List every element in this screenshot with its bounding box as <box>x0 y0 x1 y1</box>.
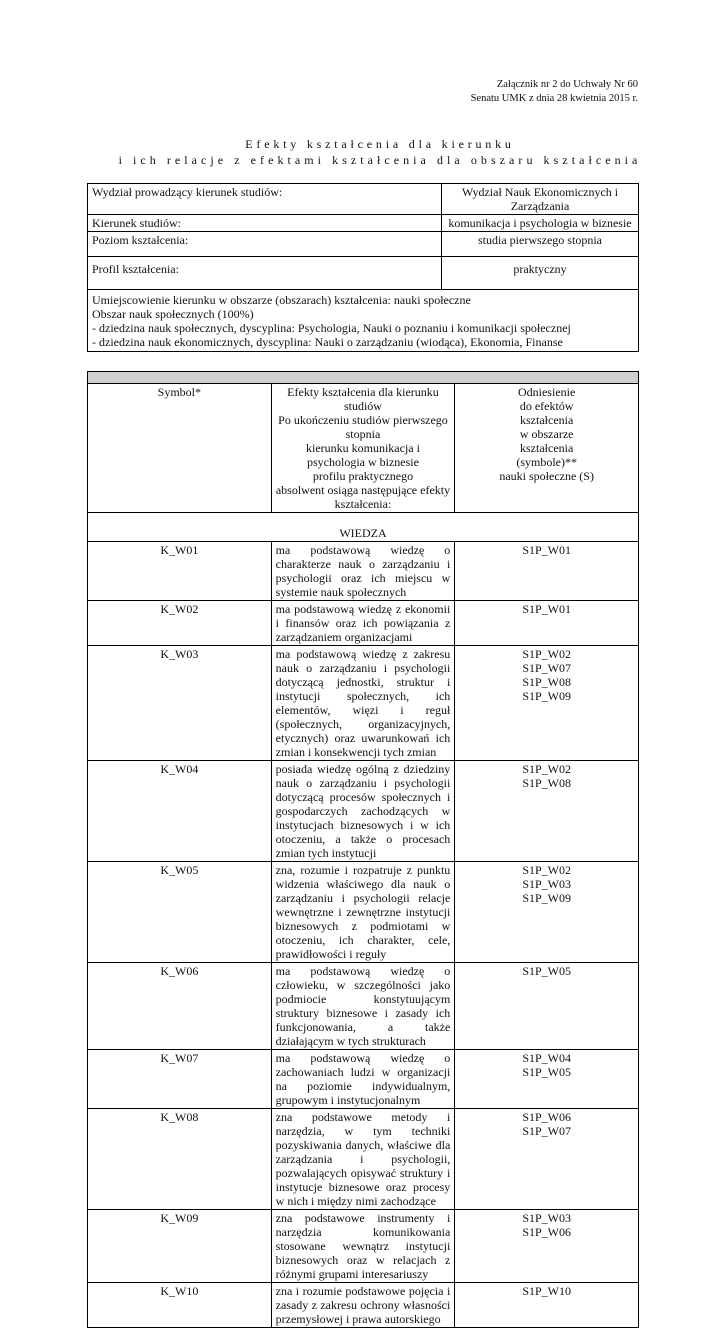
annex-line-1: Załącznik nr 2 do Uchwały Nr 60 <box>496 79 638 90</box>
outcome-references <box>455 761 639 862</box>
outcome-references <box>455 646 639 761</box>
heading-line-1: Efekty kształcenia dla kierunku <box>245 137 515 151</box>
table-row <box>88 1050 639 1109</box>
reference-code: S1P_W06 <box>522 1225 571 1239</box>
table-row <box>88 1210 639 1283</box>
outcome-description: ma podstawową wiedzę o zachowaniach ludzi w organizacji na poziomie indywidualnym, grupowym i instytucjonalnym <box>271 1050 455 1109</box>
reference-code: S1P_W01 <box>522 543 571 557</box>
reference-code: S1P_W05 <box>522 964 571 978</box>
header-row <box>88 384 639 513</box>
outcome-description: zna podstawowe metody i narzędzia, w tym techniki pozyskiwania danych, właściwe dla zarządzania i psychologii, pozwalających opisywać struktury i instytucje biznesowe oraz procesy w nich i między nimi zachodzące <box>271 1109 455 1210</box>
table-row <box>88 963 639 1050</box>
reference-code: S1P_W08 <box>522 675 571 689</box>
info-label: Profil kształcenia: <box>88 257 442 290</box>
table-row <box>88 646 639 761</box>
separator-row <box>88 372 639 384</box>
header-reference <box>455 384 639 513</box>
header-reference-line: nauki społeczne (S) <box>499 469 594 483</box>
outcome-references <box>455 601 639 646</box>
document-heading <box>80 136 680 168</box>
outcome-references <box>455 862 639 963</box>
outcome-references <box>455 1210 639 1283</box>
outcome-symbol: K_W04 <box>88 761 272 862</box>
header-effects-line: Efekty kształcenia dla kierunku studiów <box>287 385 439 413</box>
outcome-description: ma podstawową wiedzę o człowieku, w szczególności jako podmiocie konstytuującym struktury biznesowe i zasady ich funkcjonowania, a także działającym w tych strukturach <box>271 963 455 1050</box>
outcome-description: ma podstawową wiedzę o charakterze nauk o zarządzaniu i psychologii oraz ich miejscu w systemie nauk społecznych <box>271 542 455 601</box>
annex-note <box>471 78 638 106</box>
header-reference-line: Odniesienie <box>517 385 576 399</box>
outcome-symbol: K_W06 <box>88 963 272 1050</box>
table-row <box>88 761 639 862</box>
table-row <box>88 862 639 963</box>
reference-code: S1P_W02 <box>522 647 571 661</box>
table-row <box>88 542 639 601</box>
outcome-references <box>455 1109 639 1210</box>
header-effects-line: Po ukończeniu studiów pierwszego stopnia <box>278 413 448 441</box>
table-row <box>88 1109 639 1210</box>
reference-code: S1P_W09 <box>522 689 571 703</box>
outcome-description: ma podstawową wiedzę z ekonomii i finansów oraz ich powiązania z zarządzaniem organizacjami <box>271 601 455 646</box>
annex-line-2: Senatu UMK z dnia 28 kwietnia 2015 r. <box>470 93 638 104</box>
section-row <box>88 513 639 542</box>
reference-code: S1P_W06 <box>522 1110 571 1124</box>
program-info-table <box>87 183 639 352</box>
outcome-description: zna, rozumie i rozpatruje z punktu widzenia właściwego dla nauk o zarządzaniu i psychologii relacje wewnętrzne i zewnętrzne instytucji biznesowych z podmiotami w otoczeniu, ich charakter, cele, prawidłowości i reguły <box>271 862 455 963</box>
info-label: Kierunek studiów: <box>88 215 442 232</box>
header-symbol: Symbol* <box>88 384 272 513</box>
header-reference-line: (symbole)** <box>516 455 577 469</box>
reference-code: S1P_W07 <box>522 1124 571 1138</box>
header-effects-line: absolwent osiąga następujące efekty kształcenia: <box>275 483 451 511</box>
table-row <box>88 601 639 646</box>
info-row <box>88 215 639 232</box>
reference-code: S1P_W02 <box>522 762 571 776</box>
header-effects <box>271 384 455 513</box>
header-reference-line: kształcenia <box>520 413 574 427</box>
reference-code: S1P_W03 <box>522 877 571 891</box>
info-value: komunikacja i psychologia w biznesie <box>442 215 639 232</box>
outcome-symbol: K_W08 <box>88 1109 272 1210</box>
header-reference-line: w obszarze <box>519 427 574 441</box>
gray-separator <box>88 372 639 384</box>
placement-line-2: Obszar nauk społecznych (100%) <box>92 307 254 321</box>
placement-line-1: Umiejscowienie kierunku w obszarze (obszarach) kształcenia: nauki społeczne <box>92 293 471 307</box>
heading-line-2: i ich relacje z efektami kształcenia dla obszaru kształcenia <box>118 153 642 167</box>
header-reference-line: do efektów <box>519 399 574 413</box>
learning-outcomes-table <box>87 371 639 1328</box>
outcome-references <box>455 1050 639 1109</box>
placement-line-4: - dziedzina nauk ekonomicznych, dyscyplina: Nauki o zarządzaniu (wiodąca), Ekonomia, Finanse <box>92 335 563 349</box>
reference-code: S1P_W01 <box>522 602 571 616</box>
info-row <box>88 257 639 290</box>
reference-code: S1P_W02 <box>522 863 571 877</box>
outcome-symbol: K_W10 <box>88 1283 272 1328</box>
outcome-description: zna i rozumie podstawowe pojęcia i zasady z zakresu ochrony własności przemysłowej i prawa autorskiego <box>271 1283 455 1328</box>
header-effects-line: profilu praktycznego <box>312 469 414 483</box>
reference-code: S1P_W08 <box>522 776 571 790</box>
outcome-symbol: K_W03 <box>88 646 272 761</box>
reference-code: S1P_W09 <box>522 891 571 905</box>
header-effects-line: kierunku komunikacja i psychologia w biznesie <box>305 441 420 469</box>
placement-cell <box>88 290 639 352</box>
reference-code: S1P_W03 <box>522 1211 571 1225</box>
table-row <box>88 1283 639 1328</box>
outcome-symbol: K_W09 <box>88 1210 272 1283</box>
info-value: praktyczny <box>442 257 639 290</box>
header-reference-line: kształcenia <box>520 441 574 455</box>
outcome-rows <box>88 542 639 1328</box>
outcome-symbol: K_W01 <box>88 542 272 601</box>
reference-code: S1P_W04 <box>522 1051 571 1065</box>
outcome-description: posiada wiedzę ogólną z dziedziny nauk o zarządzaniu i psychologii dotyczącą procesów społecznych i gospodarczych zachodzących w instytucjach biznesowych i w ich otoczeniu, a także o procesach zmian tych instytucji <box>271 761 455 862</box>
placement-row <box>88 290 639 352</box>
section-title: WIEDZA <box>88 513 639 542</box>
outcome-references <box>455 1283 639 1328</box>
outcome-symbol: K_W05 <box>88 862 272 963</box>
reference-code: S1P_W05 <box>522 1065 571 1079</box>
reference-code: S1P_W07 <box>522 661 571 675</box>
outcome-symbol: K_W07 <box>88 1050 272 1109</box>
info-label: Wydział prowadzący kierunek studiów: <box>88 184 442 215</box>
outcome-description: ma podstawową wiedzę z zakresu nauk o zarządzaniu i psychologii dotyczącą jednostki, struktur i instytucji społecznych, ich elementów, więzi i reguł (społecznych, organizacyjnych, etycznych) oraz uwarunkowań ich zmian i konsekwencji tych zmian <box>271 646 455 761</box>
outcome-references <box>455 542 639 601</box>
info-value: studia pierwszego stopnia <box>442 232 639 257</box>
placement-line-3: - dziedzina nauk społecznych, dyscyplina: Psychologia, Nauki o poznaniu i komunikacji społecznej <box>92 321 571 335</box>
info-row <box>88 184 639 215</box>
info-label: Poziom kształcenia: <box>88 232 442 257</box>
reference-code: S1P_W10 <box>522 1284 571 1298</box>
outcome-references <box>455 963 639 1050</box>
info-row <box>88 232 639 257</box>
info-value: Wydział Nauk Ekonomicznych i Zarządzania <box>442 184 639 215</box>
outcome-symbol: K_W02 <box>88 601 272 646</box>
outcome-description: zna podstawowe instrumenty i narzędzia komunikowania stosowane wewnątrz instytucji biznesowych oraz w relacjach z różnymi grupami interesariuszy <box>271 1210 455 1283</box>
